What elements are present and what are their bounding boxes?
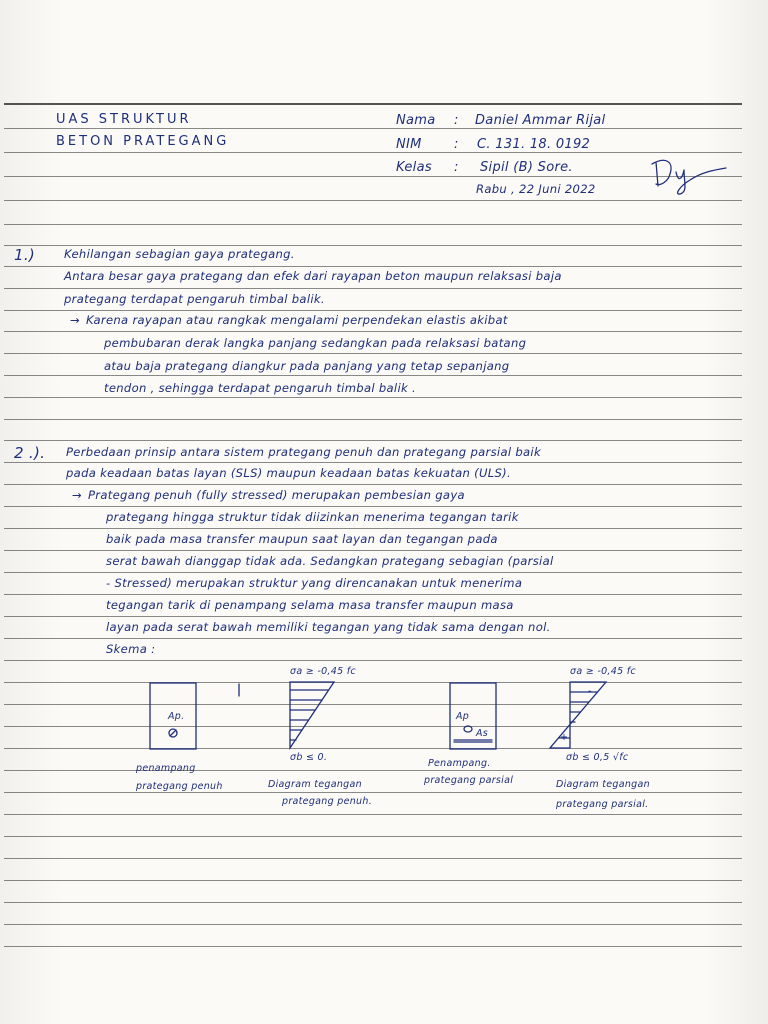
tendon-partial-icon (464, 726, 472, 732)
caption-section-partial: Penampang. (428, 758, 491, 769)
question2-line: baik pada masa transfer maupun saat layan dan tegangan pada (106, 532, 498, 546)
question2-number: 2 .). (14, 444, 46, 462)
question1-line: prategang terdapat pengaruh timbal balik. (64, 292, 325, 306)
caption-section-partial: prategang parsial (424, 775, 514, 786)
hatch-full (290, 690, 328, 740)
question2-line: serat bawah dianggap tidak ada. Sedangkan prategang sebagian (parsial (106, 554, 554, 568)
question1-number: 1.) (14, 246, 36, 264)
kelas-value: Sipil (B) Sore. (480, 160, 573, 175)
question1-line: atau baja prategang diangkur pada panjang yang tetap sepanjang (104, 359, 510, 373)
answer-text: Prategang penuh (fully stressed) merupakan pembesian gaya (88, 488, 465, 502)
label-ap-partial: Ap (456, 711, 470, 722)
question2-line: pada keadaan batas layan (SLS) maupun keadaan batas kekuatan (ULS). (66, 466, 511, 480)
kelas-separator: : (454, 160, 459, 175)
name-value: Daniel Ammar Rijal (475, 113, 606, 128)
label-as-partial: As (476, 728, 489, 739)
caption-section-full: prategang penuh (136, 781, 223, 792)
question2-line: Perbedaan prinsip antara sistem prategang penuh dan prategang parsial baik (66, 445, 541, 459)
exam-date: Rabu , 22 Juni 2022 (476, 182, 596, 196)
label-top-full: σa ≥ -0,45 fc (290, 666, 356, 677)
question1-line: pembubaran derak langka panjang sedangkan pada relaksasi batang (104, 336, 527, 350)
kelas-label: Kelas (396, 160, 432, 175)
question2-line: - Stressed) merupakan struktur yang direncanakan untuk menerima (106, 576, 523, 590)
question2-line: tegangan tarik di penampang selama masa transfer maupun masa (106, 598, 514, 612)
nim-label: NIM (396, 137, 422, 152)
question1-line: Kehilangan sebagian gaya prategang. (64, 247, 295, 261)
caption-section-full: penampang (136, 763, 196, 774)
question1-line: tendon , sehingga terdapat pengaruh timbal balik . (104, 381, 416, 395)
stress-diagram-full (290, 682, 334, 748)
tendon-slash (170, 730, 176, 736)
arrow-icon: → (72, 488, 83, 502)
nim-value: C. 131. 18. 0192 (477, 137, 591, 152)
caption-diagram-partial: prategang parsial. (556, 799, 649, 810)
caption-diagram-full: Diagram tegangan (268, 779, 362, 790)
label-bottom-full: σb ≤ 0. (290, 752, 328, 763)
question2-line: layan pada serat bawah memiliki tegangan yang tidak sama dengan nol. (106, 620, 551, 634)
question2-line: Skema : (106, 642, 156, 656)
name-separator: : (454, 113, 459, 128)
label-bottom-partial: σb ≤ 0,5 √fc (566, 752, 629, 763)
question1-line: Antara besar gaya prategang dan efek dari rayapan beton maupun relaksasi baja (64, 269, 562, 283)
rebar-partial (454, 740, 492, 742)
label-minus: - (588, 686, 592, 697)
label-ap-full: Ap. (168, 711, 185, 722)
exam-title-line1: UAS STRUKTUR (56, 112, 192, 127)
exam-title-line2: BETON PRATEGANG (56, 134, 230, 149)
question2-line: prategang hingga struktur tidak diizinkan menerima tegangan tarik (106, 510, 519, 524)
caption-diagram-full: prategang penuh. (282, 796, 373, 807)
name-label: Nama (396, 113, 436, 128)
arrow-icon: → (70, 313, 81, 327)
nim-separator: : (454, 137, 459, 152)
answer-text: Karena rayapan atau rangkak mengalami perpendekan elastis akibat (86, 313, 508, 327)
label-top-partial: σa ≥ -0,45 fc (570, 666, 636, 677)
label-plus: + (560, 732, 569, 743)
caption-diagram-partial: Diagram tegangan (556, 779, 650, 790)
